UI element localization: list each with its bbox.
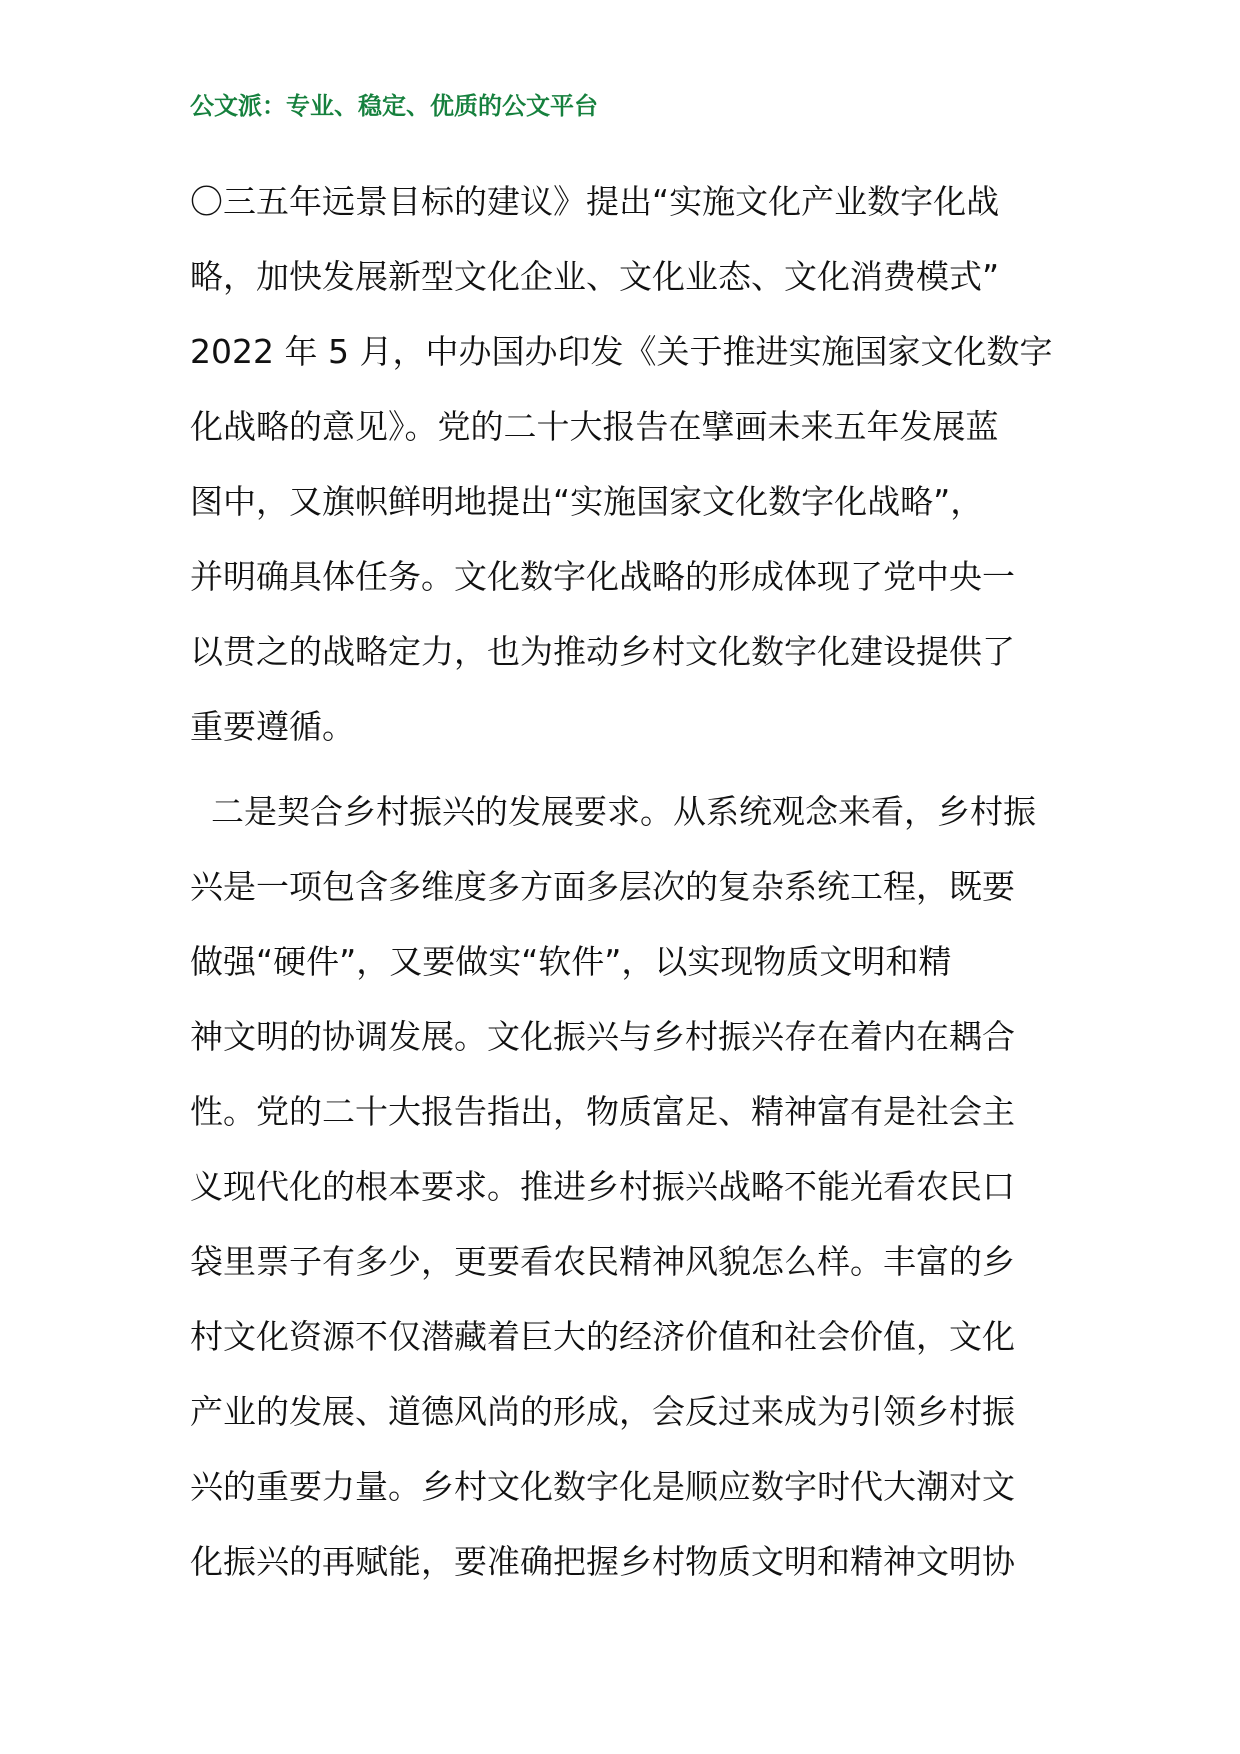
text-line: 图中，又旗帜鲜明地提出“实施国家文化数字化战略”， xyxy=(190,482,984,521)
paragraph-1 xyxy=(190,164,1060,764)
text-line: 并明确具体任务。文化数字化战略的形成体现了党中央一 xyxy=(190,557,1015,596)
text-line: 做强“硬件”，又要做实“软件”，以实现物质文明和精 xyxy=(190,942,952,981)
paragraph-spacer xyxy=(190,764,1060,774)
text-line: 兴的重要力量。乡村文化数字化是顺应数字时代大潮对文 xyxy=(190,1467,1015,1506)
text-line: 兴是一项包含多维度多方面多层次的复杂系统工程，既要 xyxy=(190,867,1015,906)
text-line: 二是契合乡村振兴的发展要求。从系统观念来看，乡村振 xyxy=(190,792,1036,831)
text-line: 神文明的协调发展。文化振兴与乡村振兴存在着内在耦合 xyxy=(190,1017,1015,1056)
text-line: 以贯之的战略定力，也为推动乡村文化数字化建设提供了 xyxy=(190,632,1015,671)
document-body xyxy=(190,164,1060,1599)
text-line: 重要遵循。 xyxy=(190,707,355,746)
text-line: 2022 年 5 月，中办国办印发《关于推进实施国家文化数字 xyxy=(190,332,1053,371)
text-line: 化振兴的再赋能，要准确把握乡村物质文明和精神文明协 xyxy=(190,1542,1015,1581)
text-line: 化战略的意见》。党的二十大报告在擘画未来五年发展蓝 xyxy=(190,407,999,446)
page-header: 公文派：专业、稳定、优质的公文平台 xyxy=(190,91,598,120)
text-line: 村文化资源不仅潜藏着巨大的经济价值和社会价值，文化 xyxy=(190,1317,1015,1356)
text-line: 性。党的二十大报告指出，物质富足、精神富有是社会主 xyxy=(190,1092,1015,1131)
text-line: 〇三五年远景目标的建议》提出“实施文化产业数字化战 xyxy=(190,182,1000,221)
paragraph-2 xyxy=(190,774,1060,1599)
text-line: 略，加快发展新型文化企业、文化业态、文化消费模式” xyxy=(190,257,1000,296)
text-line: 袋里票子有多少，更要看农民精神风貌怎么样。丰富的乡 xyxy=(190,1242,1015,1281)
text-line: 义现代化的根本要求。推进乡村振兴战略不能光看农民口 xyxy=(190,1167,1015,1206)
text-line: 产业的发展、道德风尚的形成，会反过来成为引领乡村振 xyxy=(190,1392,1015,1431)
